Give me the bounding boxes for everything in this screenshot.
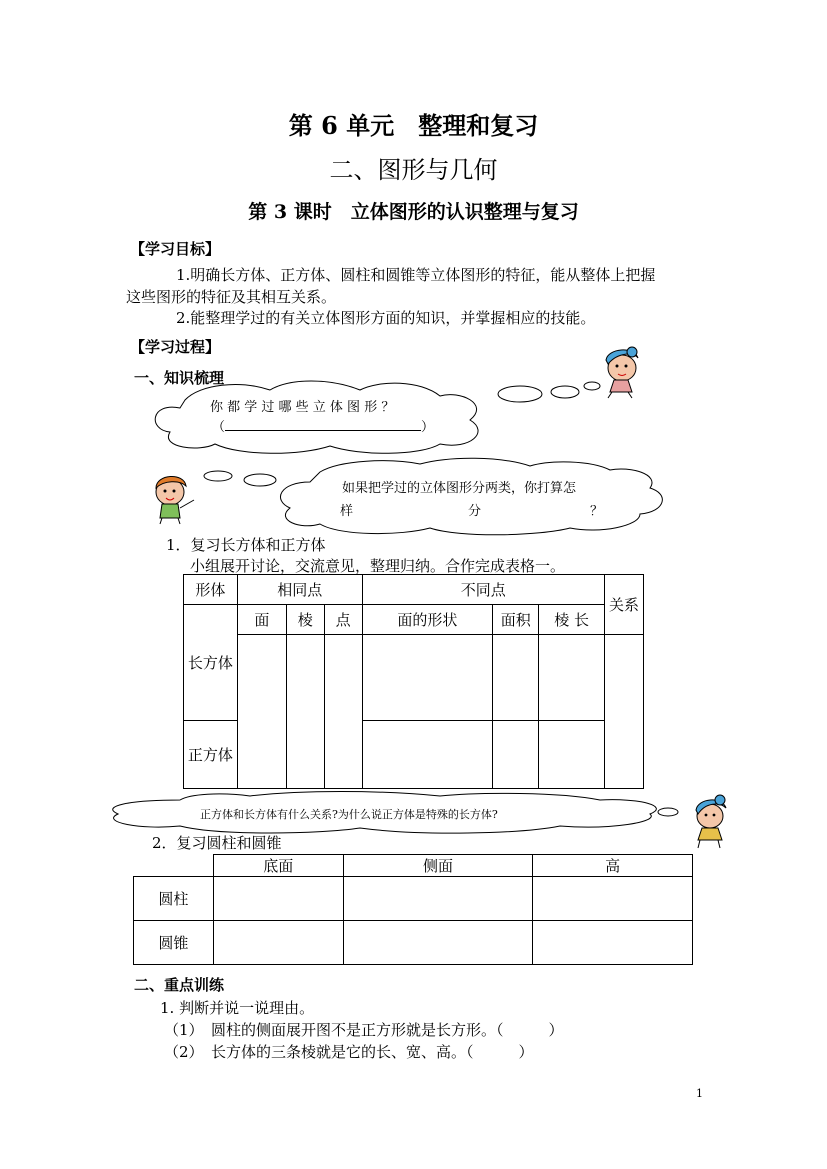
cloud3-question: 正方体和长方体有什么关系?为什么说正方体是特殊的长方体?	[200, 808, 498, 821]
cloud1-close-paren: ）	[421, 420, 435, 435]
cloud1-blank	[212, 416, 442, 435]
cloud2-question: 如果把学过的立体图形分两类，你打算怎	[342, 481, 577, 496]
cloud1-question: 你 都 学 过 哪 些 立 体 图 形 ？	[210, 400, 395, 415]
cell-relation[interactable]	[605, 635, 644, 789]
cloud2-c: ？	[590, 504, 604, 519]
th-shape: 形体	[184, 575, 238, 605]
cell-cylinder-side[interactable]	[343, 877, 533, 921]
section-title: 二、图形与几何	[329, 156, 498, 184]
cell-cuboid-edge-length[interactable]	[539, 635, 605, 721]
training-heading: 二、重点训练	[134, 976, 225, 994]
lesson-title: 第 3 课时 立体图形的认识整理与复习	[248, 201, 579, 223]
cell-cone-base[interactable]	[213, 921, 343, 965]
cell-vertex[interactable]	[324, 635, 362, 789]
cell-cone-height[interactable]	[533, 921, 693, 965]
cloud2-a: 样	[340, 504, 354, 519]
goal-1-line-1: 1.明确长方体、正方体、圆柱和圆锥等立体图形的特征，能从整体上把握	[176, 266, 656, 284]
training-q1: 1. 判断并说一说理由。	[160, 999, 315, 1017]
th-face: 面	[237, 605, 286, 635]
th-same: 相同点	[237, 575, 362, 605]
goal-2: 2.能整理学过的有关立体图形方面的知识，并掌握相应的技能。	[176, 309, 596, 327]
goal-1-line-2: 这些图形的特征及其相互关系。	[126, 288, 337, 306]
th-relation: 关系	[605, 575, 644, 635]
thought-cloud-2	[204, 458, 662, 535]
cell-cube-edge-length[interactable]	[539, 721, 605, 789]
th-base: 底面	[213, 855, 343, 877]
row-cone: 圆锥	[134, 921, 214, 965]
cartoon-girl-icon	[606, 347, 638, 398]
process-heading: 【学习过程】	[130, 338, 221, 356]
cell-face[interactable]	[237, 635, 286, 789]
part1-heading: 一、知识梳理	[134, 369, 225, 387]
training-q1-2: （2） 长方体的三条棱就是它的长、宽、高。（ ）	[164, 1043, 534, 1061]
row-cube: 正方体	[184, 721, 238, 789]
cloud1-answer-line[interactable]	[225, 418, 421, 431]
cell-cone-side[interactable]	[343, 921, 533, 965]
th-empty	[134, 855, 214, 877]
row-cylinder: 圆柱	[134, 877, 214, 921]
cell-cylinder-base[interactable]	[213, 877, 343, 921]
goals-heading: 【学习目标】	[130, 240, 221, 258]
th-height: 高	[533, 855, 693, 877]
cell-cuboid-face-shape[interactable]	[362, 635, 493, 721]
th-area: 面积	[493, 605, 539, 635]
cloud1-open-paren: （	[212, 420, 226, 435]
cell-cube-area[interactable]	[493, 721, 539, 789]
cell-cuboid-area[interactable]	[493, 635, 539, 721]
cartoon-girl-2-icon	[696, 795, 726, 848]
page-number: 1	[696, 1087, 703, 1100]
th-edge: 棱	[286, 605, 324, 635]
cartoon-boy-icon	[156, 476, 194, 524]
review1-desc: 小组展开讨论，交流意见，整理归纳。合作完成表格一。	[190, 557, 566, 575]
training-q1-1: （1） 圆柱的侧面展开图不是正方形就是长方形。（ ）	[164, 1021, 564, 1039]
table-cuboid-cube	[183, 574, 644, 789]
th-vertex: 点	[324, 605, 362, 635]
th-face-shape: 面的形状	[362, 605, 493, 635]
table-cylinder-cone	[133, 854, 693, 965]
th-edge-length: 棱 长	[539, 605, 605, 635]
row-cuboid: 长方体	[184, 605, 238, 721]
th-diff: 不同点	[362, 575, 604, 605]
cell-cube-face-shape[interactable]	[362, 721, 493, 789]
th-side: 侧面	[343, 855, 533, 877]
review1-title: 1．复习长方体和正方体	[166, 536, 326, 554]
unit-title: 第 6 单元 整理和复习	[288, 111, 539, 140]
cloud2-b: 分	[468, 504, 482, 519]
review2-title: 2．复习圆柱和圆锥	[152, 834, 282, 852]
cell-cylinder-height[interactable]	[533, 877, 693, 921]
cloud2-line2	[340, 500, 604, 519]
cell-edge[interactable]	[286, 635, 324, 789]
